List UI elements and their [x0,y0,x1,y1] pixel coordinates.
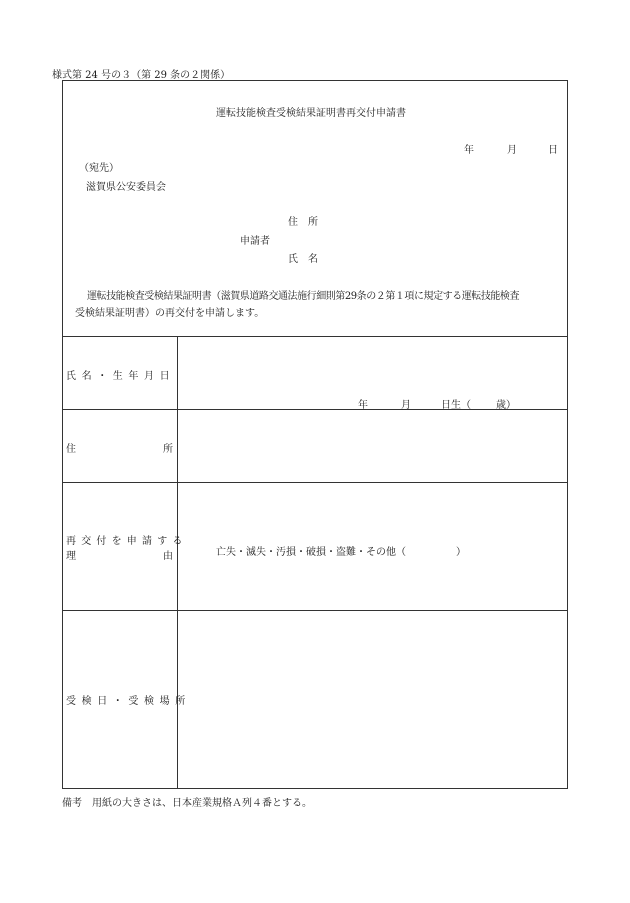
row-label-reason-right: 由 [163,551,173,562]
divider-row-1 [62,409,568,410]
row-label-address [66,440,173,455]
birth-year-label: 年 [358,400,368,411]
age-label: 歳） [496,400,516,411]
row-label-address-left: 住 [66,444,76,455]
statement-line-2: 受検結果証明書）の再交付を申請します。 [75,308,265,319]
applicant-name-label: 氏 名 [288,254,318,265]
row-label-reason-line-1: 再交付を申請する [66,536,188,547]
date-month-label: 月 [507,145,517,156]
birth-month-label: 月 [401,400,411,411]
applicant-label: 申請者 [240,236,270,247]
date-day-label: 日 [548,145,558,156]
form-title: 運転技能検査受検結果証明書再交付申請書 [216,108,406,119]
label-column-divider [177,336,178,789]
statement-line-1: 運転技能検査受検結果証明書（滋賀県道路交通法施行細則第29条の２第１項に規定する運転技能検査 [87,291,520,302]
addressee-label: （宛先） [79,163,119,174]
divider-header [62,336,568,337]
row-label-reason-left: 理 [66,551,76,562]
row-label-reason-line-2 [66,547,173,562]
applicant-address-label: 住 所 [288,217,318,228]
birth-day-label: 日生（ [441,400,471,411]
reason-options: 亡失・滅失・汚損・破損・盗難・その他（ ） [216,547,466,558]
row-label-exam: 受検日・受検場所 [66,696,191,707]
footnote: 備考 用紙の大きさは、日本産業規格Ａ列４番とする。 [62,798,312,809]
row-label-name-birth: 氏名・生年月日 [66,371,176,382]
row-label-address-right: 所 [163,444,173,455]
addressee-name: 滋賀県公安委員会 [86,182,166,193]
divider-row-3 [62,610,568,611]
form-number: 様式第 24 号の３（第 29 条の２関係） [52,70,231,81]
date-year-label: 年 [464,145,474,156]
divider-row-2 [62,482,568,483]
